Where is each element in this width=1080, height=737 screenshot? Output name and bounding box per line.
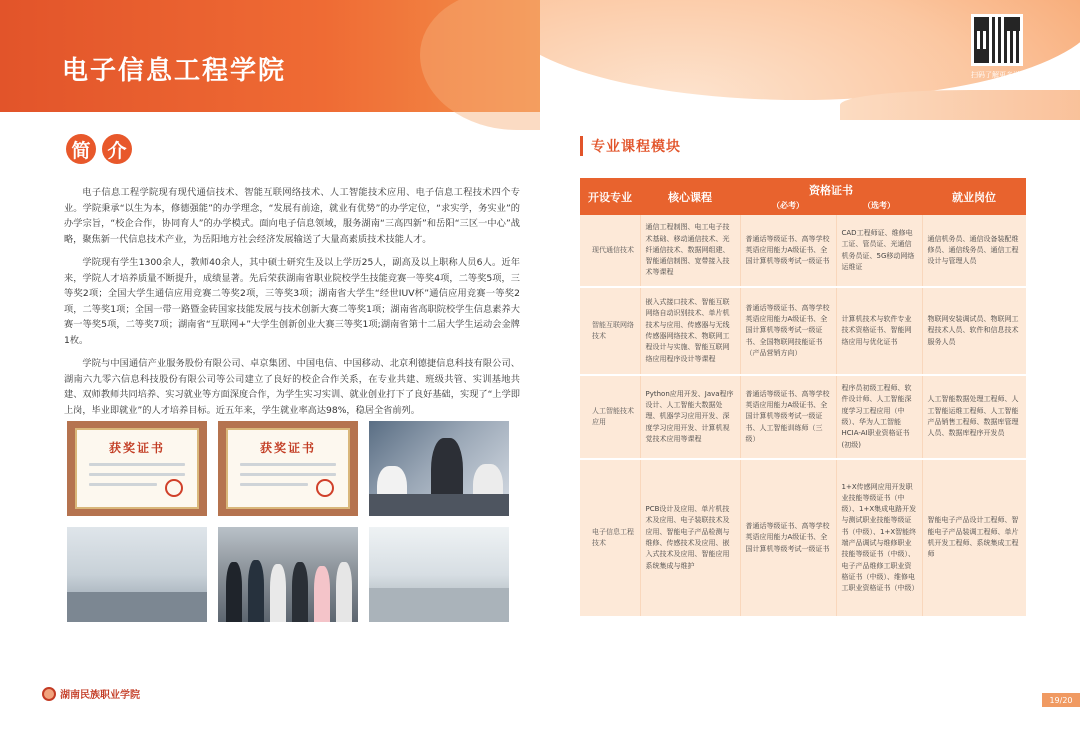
- certificate-text-line: [89, 463, 185, 466]
- qr-caption: 扫码了解更多详情: [971, 71, 1027, 79]
- cell-major: 现代通信技术: [580, 215, 640, 287]
- header-major: 开设专业: [580, 178, 640, 215]
- page-number: 19/20: [1042, 693, 1080, 707]
- certificate-text-line: [240, 483, 308, 486]
- school-logo: [42, 686, 140, 701]
- header-cert: 资格证书: [740, 178, 922, 198]
- cell-required: 普通话等级证书、高等学校英语应用能力A级证书、全国计算机等级考试一级证书: [740, 459, 836, 617]
- intro-paragraph-3: 学院与中国通信产业服务股份有限公司、卓京集团、中国电信、中国移动、北京利德捷信息科技有限公司、湖南六九零六信息科技股份有限公司等公司建立了良好的校企合作关系，在专业共建、班级共管、实训基地共建、双师教师共同培养、实习就业等方面深度合作，为学生实习实训、就业创业打下了良好基础，实现了“上学即上岗，毕业即就业”的人才培养目标。近五年来，学生就业率高达98%，稳居全省前列。: [64, 358, 520, 416]
- group-photo: [218, 527, 358, 622]
- intro-char-1: 简: [66, 134, 96, 164]
- table-row: [580, 287, 1026, 375]
- cell-major: 智能互联网络技术: [580, 287, 640, 375]
- cell-required: 普通话等级证书、高等学校英语应用能力A级证书、全国计算机等级考试一级证书、全国物联网技能证书（产品营销方向）: [740, 287, 836, 375]
- cell-elective: 计算机技术与软件专业技术资格证书、智能网络应用与优化证书: [836, 287, 922, 375]
- college-title: 电子信息工程学院: [62, 56, 287, 86]
- course-table: [580, 178, 1026, 618]
- cell-jobs: 物联网安装调试员、物联网工程技术人员、软件和信息技术服务人员: [922, 287, 1026, 375]
- training-room-photo: [67, 527, 207, 622]
- header-core: 核心课程: [640, 178, 740, 215]
- certificate-text-line: [89, 473, 185, 476]
- classroom-desks: [369, 588, 509, 622]
- certificate: [75, 428, 199, 509]
- cell-core: Python应用开发、Java程序设计、人工智能大数据处理、机器学习应用开发、深度学习应用开发、计算机视觉技术应用等课程: [640, 375, 740, 459]
- school-emblem-icon: [42, 687, 56, 701]
- person-figure: [314, 566, 330, 622]
- intro-heading: [66, 134, 132, 164]
- table-row: [580, 215, 1026, 287]
- training-desks: [67, 592, 207, 622]
- cell-elective: CAD工程师证、维修电工证、管员证、光通信机务员证、5G移动网络运维证: [836, 215, 922, 287]
- cell-major: 电子信息工程技术: [580, 459, 640, 617]
- school-logo-text: 湖南民族职业学院: [60, 690, 140, 701]
- header-cert-elective: （选考）: [836, 198, 922, 215]
- classroom-photo: [369, 527, 509, 622]
- cell-required: 普通话等级证书、高等学校英语应用能力A级证书、全国计算机等级考试一级证书: [740, 215, 836, 287]
- right-page: [540, 0, 1080, 737]
- cell-core: 嵌入式接口技术、智能互联网络自动识别技术、单片机技术与应用、传感器与无线传感器网络技术、物联网工程设计与实施、智能互联网络应用程序设计等课程: [640, 287, 740, 375]
- certificate-seal: [316, 479, 334, 497]
- certificate-text-line: [240, 473, 336, 476]
- certificate-text-line: [89, 483, 157, 486]
- certificate: [226, 428, 350, 509]
- lab-bench: [369, 494, 509, 516]
- lab-teaching-photo: [369, 421, 509, 516]
- cell-major: 人工智能技术应用: [580, 375, 640, 459]
- header-decoration-band: [840, 90, 1080, 120]
- table-row: [580, 459, 1026, 617]
- intro-paragraph-1: 电子信息工程学院现有现代通信技术、智能互联网络技术、人工智能技术应用、电子信息工程技术四个专业。学院秉承“以生为本，修德强能”的办学理念，“发展有前途，就业有优势”的办学定位，“求实学，务实业”的办学宗旨，“校企合作，协同育人”的办学模式。面向电子信息领域，服务湖南“三高四新”和岳阳“三区一中心”战略，聚焦新一代信息技术产业，为岳阳地方社会经济发展输送了大量高素质技术技能人才。: [64, 187, 520, 245]
- cell-jobs: 人工智能数据处理工程师、人工智能运维工程师、人工智能产品销售工程师、数据库管理人员、数据库程序开发员: [922, 375, 1026, 459]
- module-heading: 专业课程模块: [580, 136, 681, 156]
- cell-core: PCB设计及应用、单片机技术及应用、电子装联技术及应用、智能电子产品检测与维修、传感技术及应用、嵌入式技术及应用、智能应用系统集成与维护: [640, 459, 740, 617]
- intro-paragraph-2: 学院现有学生1300余人，教师40余人，其中硕士研究生及以上学历25人，副高及以上职称人员6人。近年来，学院人才培养质量不断提升，成绩显著。先后荣获湖南省职业院校学生技能竞赛一等奖4项，二等奖5项，三等奖2项；全国大学生通信应用竞赛二等奖2项，三等奖3项；湖南省大学生“经世IUV杯”通信应用竞赛一等奖2项，二等奖1项；全国一带一路暨金砖国家技能发展与技术创新大赛二等奖1项；湖南省高职院校学生信息素养大赛一等奖5项，二等奖7项；湖南省“互联网+”大学生创新创业大赛三等奖1项;湖南省第十二届大学生运动会金牌1枚。: [64, 257, 520, 346]
- person-figure: [248, 560, 264, 622]
- cell-core: 通信工程制图、电工电子技术基础、移动通信技术、光纤通信技术、数据网组建、智能通信制图、宽带接入技术等课程: [640, 215, 740, 287]
- person-figure: [292, 562, 308, 622]
- cell-elective: 程序员初级工程师、软件设计师、人工智能深度学习工程应用（中级）、华为人工智能HCIA-AI职业资格证书(初级): [836, 375, 922, 459]
- person-figure: [336, 562, 352, 622]
- cell-jobs: 智能电子产品设计工程师、智能电子产品装调工程师、单片机开发工程师、系统集成工程师: [922, 459, 1026, 617]
- certificate-title: 获奖证书: [259, 441, 316, 455]
- award-certificate-photo-2: [218, 421, 358, 516]
- header-jobs: 就业岗位: [922, 178, 1026, 215]
- intro-char-2: 介: [102, 134, 132, 164]
- header-cert-required: （必考）: [740, 198, 836, 215]
- qr-code-icon[interactable]: [971, 14, 1023, 66]
- award-certificate-photo-1: [67, 421, 207, 516]
- certificate-title: 获奖证书: [108, 441, 165, 455]
- cell-jobs: 通信机务员、通信设备装配维修员、通信线务员、通信工程设计与管理人员: [922, 215, 1026, 287]
- table-header-row: [580, 178, 1026, 198]
- certificate-text-line: [240, 463, 336, 466]
- certificate-seal: [165, 479, 183, 497]
- intro-text: [64, 185, 520, 426]
- person-figure: [226, 562, 242, 622]
- table-row: [580, 375, 1026, 459]
- cell-elective: 1+X传感网应用开发职业技能等级证书（中级）、1+X集成电路开发与测试职业技能等级证书（中级）、1+X智能终端产品调试与维修职业技能等级证书（中级）、电子产品维修工职业资格证书（中级）、维修电工职业资格证书（中级）: [836, 459, 922, 617]
- cell-required: 普通话等级证书、高等学校英语应用能力A级证书、全国计算机等级考试一级证书、人工智能训练师（三级）: [740, 375, 836, 459]
- person-figure: [270, 564, 286, 622]
